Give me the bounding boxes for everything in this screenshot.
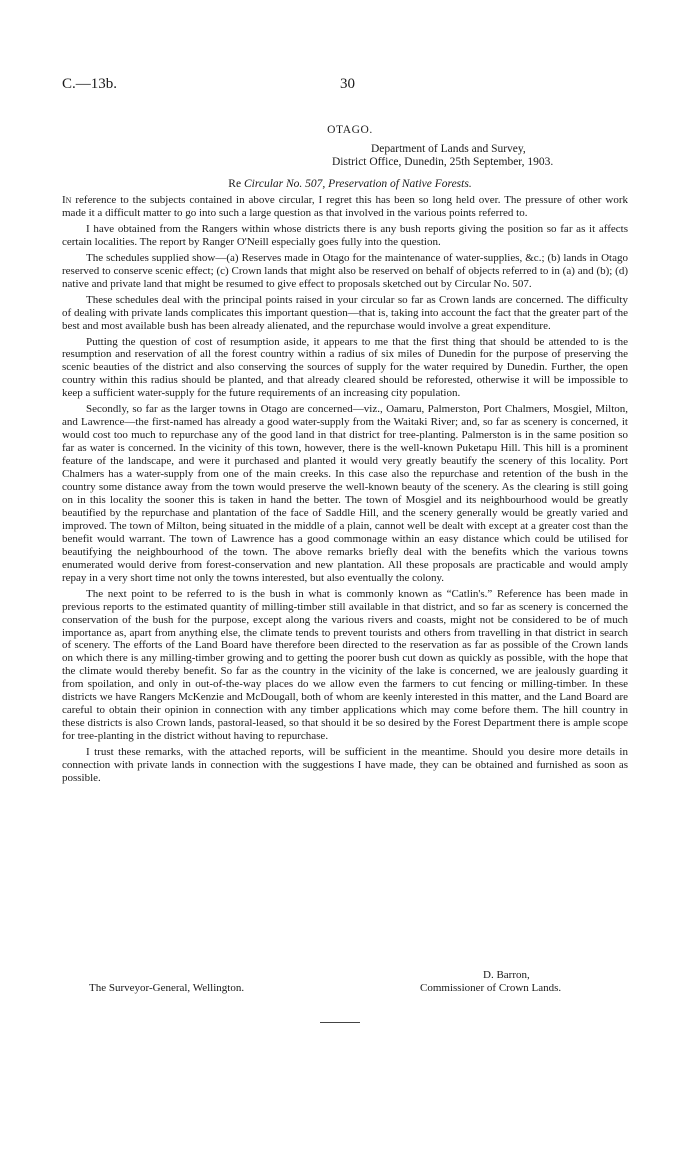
region-heading: OTAGO. xyxy=(327,124,373,136)
paragraph xyxy=(62,746,628,785)
paragraph xyxy=(62,252,628,291)
paragraph xyxy=(62,588,628,743)
paragraph xyxy=(62,294,628,333)
paragraph xyxy=(62,223,628,249)
letter-body xyxy=(62,194,628,788)
paragraph xyxy=(62,194,628,220)
subject-title: Circular No. 507, Preservation of Native Forests. xyxy=(243,178,472,190)
paragraph-text: Secondly, so far as the larger towns in Otago are concerned—viz., Oamaru, Palmerston, Port Chalmers, Mosgiel, Milton, and Lawrence—the first-named has already a good water-supply from the Waitaki River; and, so far as scenery is concerned, it would cost too much to repurchase any of the good land in that district for tree-planting. Palmerston is in the same position so far as water is concerned. In the vicinity of this town, however, there is the well-known Puketapu Hill. This hill is a prominent feature of the landscape, and were it purchased and planted it would very greatly beautify the scenery of this locality. Port Chalmers has a water-supply from one of the main creeks. In this case also the repurchase and retention of the bush in the country some distance away from the town would preserve the well-known beauty of the scenery. As the clearing is still going on in this locality the sooner this is taken in hand the better. The town of Mosgiel and its neighbourhood would be greatly beautified by the repurchase and plantation of the face of Saddle Hill, and the scenery generally would be greatly varied and improved. The town of Milton, being situated in the middle of a plain, cannot well be dealt with except at a greater cost than the benefit would warrant. The town of Lawrence has a good commonage within an easy distance which could be utilised for beautifying the neighbourhood of the town. The above remarks briefly deal with the benefits which the various towns enumerated would derive from forest-conservation and new plantation. All these proposals are practicable and would amply repay in a very short time not only the towns interested, but also eventually the colony. xyxy=(62,403,628,584)
signatory-title: Commissioner of Crown Lands. xyxy=(420,982,562,994)
letterhead xyxy=(332,143,632,169)
paragraph-text: Putting the question of cost of resumption aside, it appears to me that the first thing that should be attended to is the resumption and reservation of all the forest country within a radius of six miles of Dunedin for the purpose of preserving the scenic beauties of the district and also conserving the sources of supply for the water required by Dunedin. Further, the open country within this radius should be planted, and that already cleared should be reforested, otherwise it will be impossible to keep a sufficient water-supply for the future requirements of an increasing city population. xyxy=(62,335,628,400)
parliamentary-paper-reference: C.—13b. xyxy=(62,76,118,92)
paragraph-text: The next point to be referred to is the bush in what is commonly known as “Catlin's.” Reference has been made in previous reports to the estimated quantity of milling-timber still available in that district, and so far as scenery is concerned the conservation of the bush for the purpose, except along the various rivers and coasts, might not be considered to be of much importance as, apart from anything else, the climate tends to prevent tourists and others from travelling in that district in search of scenery. The efforts of the Land Board have therefore been directed to the reservation as far as possible of the Crown lands on which there is any milling-timber growing and to getting the poorer bush cut down as quickly as possible, with the hope that the climate would thereby benefit. So far as the country in the vicinity of the lake is concerned, we are jealously guarding it from spoilation, and only in out-of-the-way places do we allow even the farmers to cut fencing or milling-timber. In these districts we have Rangers McKenzie and McDougall, both of whom are keenly interested in this matter, and the Land Board are careful to obtain their opinion in connection with any timber applications which may come before them. The hill country in these districts is also Crown lands, pastoral-leased, so that should it be so desired by the Forest Department there is ample scope for tree-planting in the district without having to repurchase. xyxy=(62,587,628,743)
addressee: The Surveyor-General, Wellington. xyxy=(89,982,245,994)
department-line: Department of Lands and Survey, xyxy=(371,143,526,155)
office-date-line: District Office, Dunedin, 25th September, 1903. xyxy=(332,156,554,168)
subject-prefix: Re xyxy=(228,178,242,190)
paragraph xyxy=(62,403,628,584)
paragraph xyxy=(62,336,628,401)
subject-line xyxy=(0,178,700,190)
page-header xyxy=(62,76,638,98)
paragraph-text: These schedules deal with the principal points raised in your circular so far as Crown lands are concerned. The difficulty of dealing with private lands complicates this important question—that is, taking into account the fact that the greater part of the best and most available bush has been already alienated, and the repurchase would involve a great expenditure. xyxy=(62,293,628,332)
paragraph-text: I have obtained from the Rangers within whose districts there is any bush reports giving the position so far as it affects certain localities. The report by Ranger O'Neill especially goes fully into the question. xyxy=(62,222,628,248)
closing-rule xyxy=(320,1022,360,1023)
paragraph-text: The schedules supplied show—(a) Reserves made in Otago for the maintenance of water-supplies, &c.; (b) lands in Otago reserved to conserve scenic effect; (c) Crown lands that might also be reserved on behalf of objects referred to in (a) and (b); (d) native and private land that might be resumed to give effect to proposals sketched out by Circular No. 507. xyxy=(62,251,628,290)
page-number: 30 xyxy=(340,76,355,92)
paragraph-text: reference to the subjects contained in above circular, I regret this has been so long held over. The pressure of other work made it a difficult matter to go into such a large question as that involved in the various points referred to. xyxy=(62,194,628,219)
paragraph-text: I trust these remarks, with the attached reports, will be sufficient in the meantime. Should you desire more details in connection with private lands in connection with the suggestions I have made, they can be obtained and furnished as soon as possible. xyxy=(62,746,628,784)
signature: D. Barron, xyxy=(483,969,530,981)
paragraph-lead: In xyxy=(62,194,72,206)
